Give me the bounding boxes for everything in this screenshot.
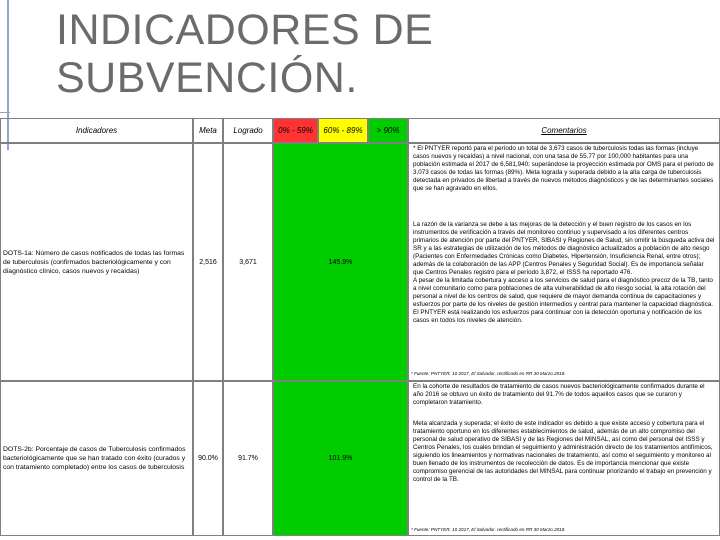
header-range-green: > 90% — [368, 118, 408, 143]
row-2-comment-1: En la cohorte de resultados de tratamiento de casos nuevos bacteriológicamente confirmados durante el año 2016 se obtuvo un éxito de tratamiento del 91.7% de todos aquellos casos que se curaron y completaron tratamiento. — [413, 383, 705, 406]
row-1-comment-1: * El PNTYER reportó para el período un total de 3,673 casos de tuberculosis todas las formas (incluye casos nuevos y recaídas) a nivel nacional, con una tasa de 55.77 por 100,000 habitantes para una población estimada el 2017 de 6,581,940; superándose la proyección estimada por OMS para el periodo de 3,073 casos de todas las formas (89%). Meta lograda y superada debido a la alta carga de tuberculosis detectada en privados de libertad a través de nuevos métodos diagnósticos y de las determinantes sociales que se han agravado en ellos. — [413, 145, 714, 192]
header-range-yellow: 60% - 89% — [318, 118, 368, 143]
header-indicadores: Indicadores — [0, 118, 193, 143]
row-2-meta: 90.0% — [193, 381, 223, 536]
decorative-horizontal-line — [0, 112, 10, 113]
row-1-meta: 2,516 — [193, 143, 223, 381]
row-2-percent: 101.9% — [273, 381, 408, 536]
row-1-indicator: DOTS-1a: Número de casos notificados de todas las formas de tuberculosis (confirmados bacteriológicamente y con diagnóstico clínico, casos nuevos y recaídas) — [0, 143, 193, 381]
row-1-comments — [408, 143, 720, 381]
header-comentarios — [408, 118, 720, 143]
row-2-logrado: 91.7% — [223, 381, 273, 536]
row-1-logrado: 3,671 — [223, 143, 273, 381]
slide-title — [56, 6, 433, 102]
header-logrado: Logrado — [223, 118, 273, 143]
slide-title-line-1: INDICADORES DE — [56, 6, 434, 54]
row-1-comment-2: La razón de la varianza se debe a las mejoras de la detección y el buen registro de los casos en los instrumentos de verificación a través del monitoreo continuo y supervisado a los diferentes centros primarios de atención por parte del PNTYER, SIBASI y Regiones de Salud, sin omitir la búsqueda activa del SR y a las estrategias de utilización de los métodos de diagnóstico actualizados a población de alto riesgo (Pacientes con Enfermedades Crónicas como Diabetes, Hipertensión, Insuficiencia Renal, entre otros); además de la colaboración de las APP (Centros Penales y Seguridad Social). Es de importancia señalar que Centros Penales registró para el período 3,872, el ISSS ha reportado 476. A pesar de la limitada cobertura y acceso a los servicios de salud para el diagnóstico precoz de la TB, tanto a nivel comunitario como para poblaciones de alta vulnerabilidad de alto riesgo social, la alta rotación del personal a nivel de los centros de salud, que requiere de mayor demanda continua de capacitaciones y esfuerzos por parte de los niveles de gestión intermedios y central para mantener la capacidad diagnóstica. El PNTYER está realizando los esfuerzos para continuar con la detección oportuna y notificación de los casos en todos los niveles de atención. — [413, 221, 715, 324]
row-1-footnote: * Fuente: PNTYER, 10 2017, El Salvador. rectificado en RR 30 Marzo 2018. — [411, 371, 566, 376]
header-range-red: 0% - 59% — [273, 118, 318, 143]
header-meta: Meta — [193, 118, 223, 143]
row-2-footnote: * Fuente: PNTYER, 10 2017, El Salvador. rectificado en RR 30 Marzo 2018. — [411, 527, 566, 532]
row-1-percent: 145.9% — [273, 143, 408, 381]
indicators-table — [0, 118, 720, 540]
row-2-comments — [408, 381, 720, 536]
slide-title-line-2: SUBVENCIÓN. — [56, 54, 358, 102]
row-2-indicator: DOTS-2b: Porcentaje de casos de Tuberculosis confirmados bacteriológicamente que se han tratado con éxito (curados y con tratamiento completado) entre los casos de tuberculosis — [0, 381, 193, 536]
header-comentarios-label: Comentarios — [541, 126, 587, 135]
row-2-comment-2: Meta alcanzada y superada; el éxito de este indicador es debido a que existe acceso y cobertura para el tratamiento oportuno en los diferentes establecimientos de salud, además de un alto compromiso del personal de salud operativo de SIBASI y de las Regiones del MINSAL, así como del personal del ISSS y Centros Penales, los cuales brindan el seguimiento y administración directo de los tratamientos antifímicos, siguiendo los lineamientos y normativas nacionales de tratamiento, así como el seguimiento y monitoreo al buen llenado de los instrumentos de recolección de datos. Es de importancia mencionar que existe compromiso gerencial de las autoridades del MINSAL para continuar priorizando el trabajo en prevención y control de la TB. — [413, 420, 713, 483]
